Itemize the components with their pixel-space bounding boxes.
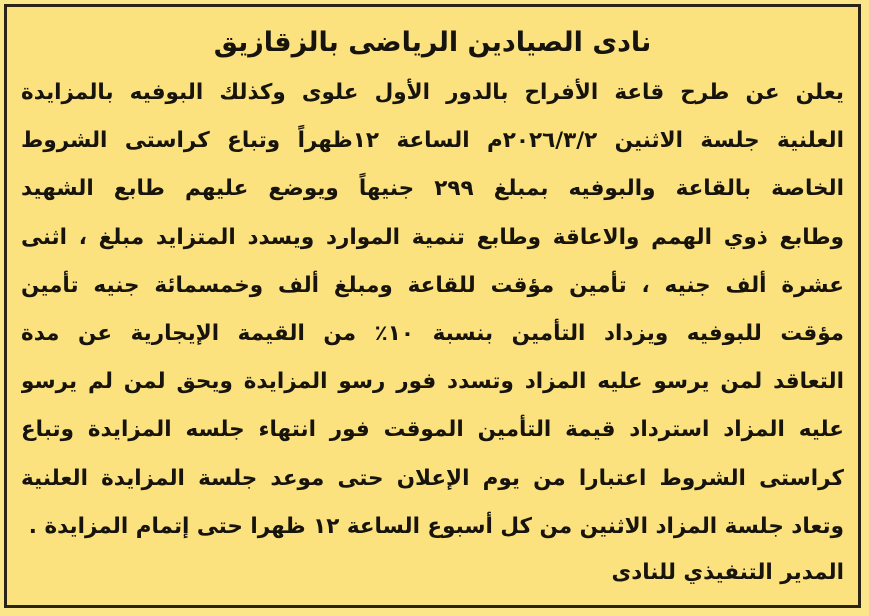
- ad-body-line: الخاصة بالقاعة والبوفيه بمبلغ ٢٩٩ جنيهاً ويوضع عليهم طابع الشهيد: [21, 176, 844, 202]
- ad-body: [21, 69, 844, 551]
- ad-body-line: العلنية جلسة الاثنين ٢٠٢٦/٣/٢م الساعة ١٢ظهراً وتباع كراستى الشروط: [21, 128, 844, 154]
- ad-body-line: وطابع ذوي الهمم والاعاقة وطابع تنمية الموارد ويسدد المتزايد مبلغ ، اثنى: [21, 224, 844, 250]
- ad-body-line: كراستى الشروط اعتبارا من يوم الإعلان حتى موعد جلسة المزايدة العلنية: [21, 465, 844, 491]
- advertisement-frame: [4, 4, 861, 608]
- advertisement-content: [21, 23, 844, 595]
- ad-body-line: عشرة ألف جنيه ، تأمين مؤقت للقاعة ومبلغ ألف وخمسمائة جنيه تأمين: [21, 272, 844, 298]
- ad-body-line: يعلن عن طرح قاعة الأفراح بالدور الأول علوى وكذلك البوفيه بالمزايدة: [21, 80, 844, 105]
- ad-body-line: التعاقد لمن يرسو عليه المزاد وتسدد فور رسو المزايدة ويحق لمن لم يرسو: [21, 369, 844, 395]
- ad-title: نادى الصيادين الرياضى بالزقازيق: [213, 27, 652, 58]
- ad-body-line: عليه المزاد استرداد قيمة التأمين الموقت فور انتهاء جلسه المزايدة وتباع: [21, 417, 844, 443]
- ad-body-line: وتعاد جلسة المزاد الاثنين من كل أسبوع الساعة ١٢ ظهرا حتى إتمام المزايدة .: [28, 513, 844, 539]
- ad-body-line: مؤقت للبوفيه ويزداد التأمين بنسبة ١٠٪ من القيمة الإيجارية عن مدة: [21, 320, 844, 346]
- ad-signature: المدير التنفيذي للنادى: [611, 559, 844, 585]
